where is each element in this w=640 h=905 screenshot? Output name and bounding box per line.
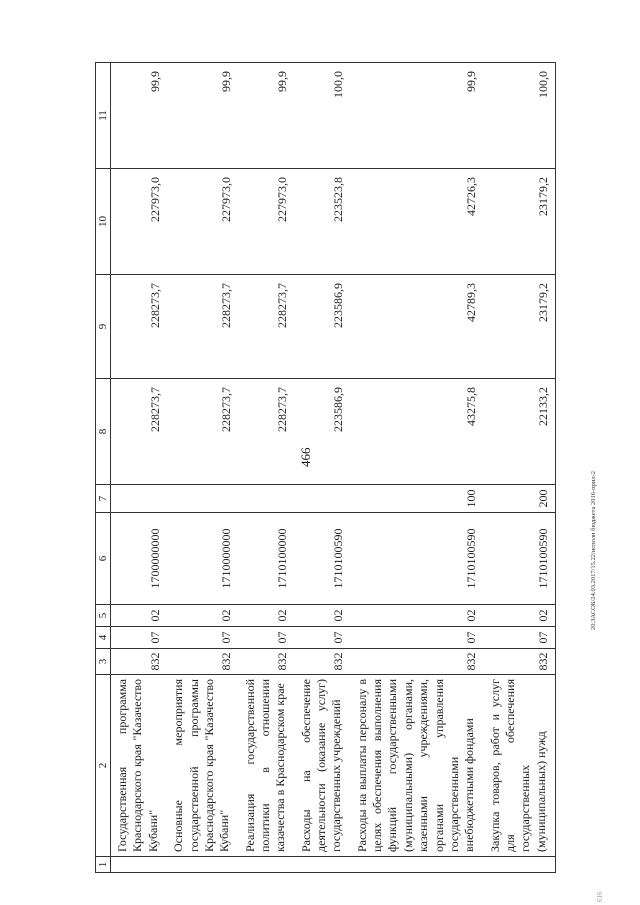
table-row [484, 63, 556, 873]
col-header: 7 [96, 485, 111, 513]
col-header: 2 [96, 675, 111, 857]
target-article-code: 1710000000 [167, 513, 238, 605]
value-col-8: 228273,7 [111, 379, 168, 485]
ved-code: 832 [295, 649, 351, 675]
value-col-10: 23179,2 [484, 169, 556, 275]
target-article-code: 1710100590 [295, 513, 351, 605]
table-row [295, 63, 351, 873]
col-header: 1 [96, 857, 111, 873]
row-name: Основные мероприятия государственной программы Краснодарского края "Казачество Кубани" [167, 675, 238, 857]
value-col-10: 223523,8 [295, 169, 351, 275]
col-header: 3 [96, 649, 111, 675]
col-header: 4 [96, 627, 111, 649]
value-col-9: 223586,9 [295, 275, 351, 379]
row-number [351, 857, 484, 873]
section-code: 07 [239, 627, 295, 649]
section-code: 07 [351, 627, 484, 649]
value-col-9: 228273,7 [111, 275, 168, 379]
row-number [111, 857, 168, 873]
section-code: 07 [295, 627, 351, 649]
row-name: Реализация государственной политики в отношении казачества в Краснодарском крае [239, 675, 295, 857]
value-col-11: 99,9 [167, 63, 238, 169]
value-col-8: 223586,9 [295, 379, 351, 485]
col-header: 6 [96, 513, 111, 605]
value-col-10: 227973,0 [111, 169, 168, 275]
row-name: Расходы на обеспечение деятельности (оказание услуг) государственных учреждений [295, 675, 351, 857]
value-col-11: 100,0 [484, 63, 556, 169]
section-code: 07 [111, 627, 168, 649]
value-col-8: 43275,8 [351, 379, 484, 485]
header-row [96, 63, 111, 873]
col-header: 9 [96, 275, 111, 379]
value-col-11: 99,9 [239, 63, 295, 169]
expense-type-code: 100 [351, 485, 484, 513]
corner-mark: 616 [596, 891, 604, 902]
ved-code: 832 [111, 649, 168, 675]
page-number: 466 [298, 447, 313, 467]
rotated-table-container [95, 63, 619, 873]
value-col-8: 228273,7 [239, 379, 295, 485]
subsection-code: 02 [239, 605, 295, 627]
subsection-code: 02 [295, 605, 351, 627]
value-col-11: 99,9 [351, 63, 484, 169]
col-header: 11 [96, 63, 111, 169]
col-header: 8 [96, 379, 111, 485]
footer-file-note: 20.ЗАСОБ/24.03.2017/15.22/исполн бюджета 2016-прил-2 [590, 470, 597, 630]
expense-type-code [239, 485, 295, 513]
ved-code: 832 [239, 649, 295, 675]
target-article-code: 1710100590 [484, 513, 556, 605]
value-col-10: 227973,0 [167, 169, 238, 275]
ved-code: 832 [167, 649, 238, 675]
subsection-code: 02 [351, 605, 484, 627]
ved-code: 832 [351, 649, 484, 675]
value-col-8: 228273,7 [167, 379, 238, 485]
row-number [239, 857, 295, 873]
subsection-code: 02 [167, 605, 238, 627]
target-article-code: 1710100590 [351, 513, 484, 605]
row-name: Расходы на выплаты персоналу в целях обеспечения выполнения функций государственными (муниципальными) органами, казенными учреждениями, органами управления государственными внебюджетными фондами [351, 675, 484, 857]
value-col-11: 100,0 [295, 63, 351, 169]
expense-type-code [111, 485, 168, 513]
row-number [484, 857, 556, 873]
value-col-10: 42726,3 [351, 169, 484, 275]
value-col-9: 42789,3 [351, 275, 484, 379]
value-col-9: 23179,2 [484, 275, 556, 379]
table-row [239, 63, 295, 873]
col-header: 5 [96, 605, 111, 627]
table-row [351, 63, 484, 873]
target-article-code: 1710100000 [239, 513, 295, 605]
row-name: Государственная программа Краснодарского края "Казачество Кубани" [111, 675, 168, 857]
table-row [167, 63, 238, 873]
subsection-code: 02 [484, 605, 556, 627]
budget-table [95, 62, 556, 873]
value-col-8: 22133,2 [484, 379, 556, 485]
row-number [295, 857, 351, 873]
expense-type-code [167, 485, 238, 513]
table-row [111, 63, 168, 873]
value-col-9: 228273,7 [167, 275, 238, 379]
expense-type-code [295, 485, 351, 513]
col-header: 10 [96, 169, 111, 275]
value-col-11: 99,9 [111, 63, 168, 169]
value-col-9: 228273,7 [239, 275, 295, 379]
target-article-code: 1700000000 [111, 513, 168, 605]
subsection-code: 02 [111, 605, 168, 627]
row-number [167, 857, 238, 873]
row-name: Закупка товаров, работ и услуг для обеспечения государственных (муниципальных) нужд [484, 675, 556, 857]
value-col-10: 227973,0 [239, 169, 295, 275]
section-code: 07 [167, 627, 238, 649]
ved-code: 832 [484, 649, 556, 675]
section-code: 07 [484, 627, 556, 649]
expense-type-code: 200 [484, 485, 556, 513]
